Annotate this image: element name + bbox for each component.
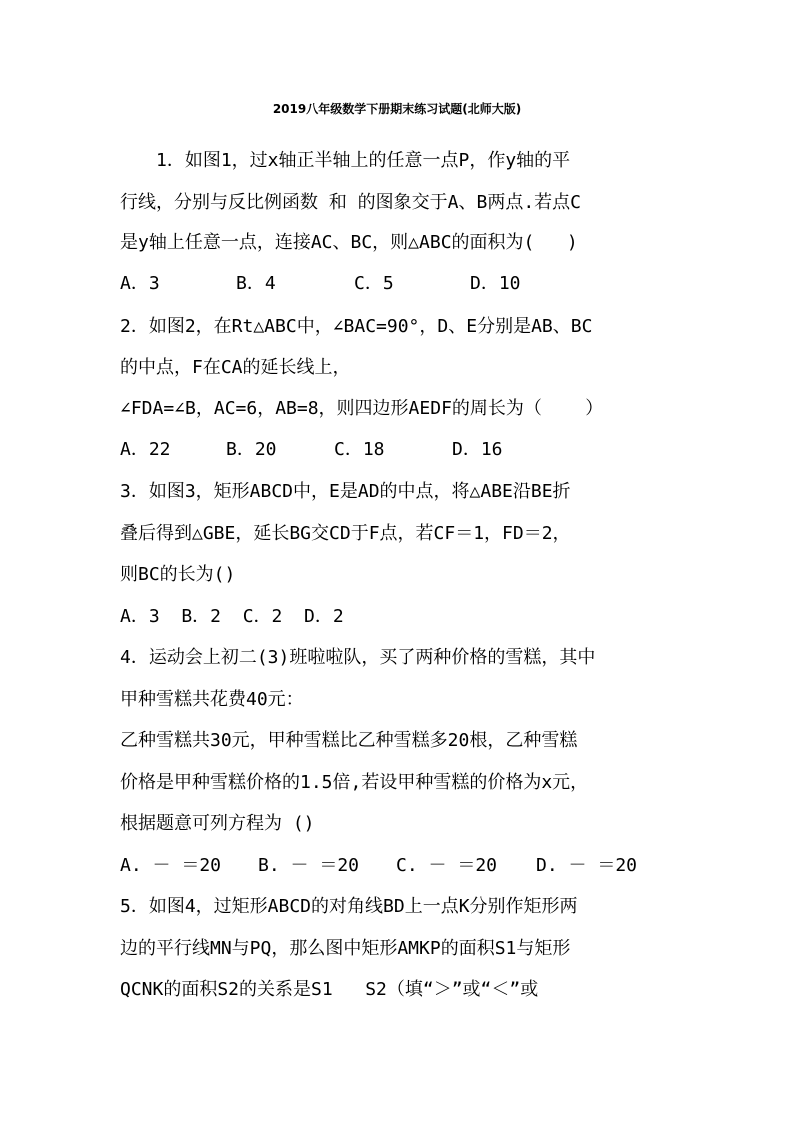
q4-option-a: A. － ＝20 bbox=[120, 855, 222, 876]
q1-line-2: 行线，分别与反比例函数 和 的图象交于A、B两点.若点C bbox=[120, 192, 582, 213]
q5-line-2: 边的平行线MN与PQ，那么图中矩形AMKP的面积S1与矩形 bbox=[120, 938, 571, 959]
q3-line-3: 则BC的长为() bbox=[120, 564, 236, 585]
q2-option-b: B．20 bbox=[226, 439, 277, 460]
q5-line-1: 5．如图4，过矩形ABCD的对角线BD上一点K分别作矩形两 bbox=[120, 896, 578, 917]
q2-option-c: C．18 bbox=[334, 439, 385, 460]
page-title: 2019八年级数学下册期末练习试题(北师大版) bbox=[272, 102, 522, 116]
q4-line-4: 价格是甲种雪糕价格的1.5倍,若设甲种雪糕的价格为x元， bbox=[120, 772, 589, 793]
q2-option-d: D．16 bbox=[452, 439, 503, 460]
q4-option-b: B. － ＝20 bbox=[258, 855, 360, 876]
q2-line-1: 2．如图2，在Rt△ABC中，∠BAC=90°，D、E分别是AB、BC bbox=[120, 316, 593, 337]
q5-line-3: QCNK的面积S2的关系是S1 S2（填“＞”或“＜”或 bbox=[120, 979, 539, 1000]
q3-options: A．3 B．2 C．2 D．2 bbox=[120, 606, 344, 627]
q1-option-a: A．3 bbox=[120, 273, 160, 294]
q4-line-1: 4．运动会上初二(3)班啦啦队，买了两种价格的雪糕，其中 bbox=[120, 647, 596, 668]
q3-line-2: 叠后得到△GBE，延长BG交CD于F点，若CF＝1，FD＝2， bbox=[120, 523, 571, 544]
q1-option-b: B．4 bbox=[236, 273, 276, 294]
q1-option-d: D．10 bbox=[470, 273, 521, 294]
q4-line-3: 乙种雪糕共30元，甲种雪糕比乙种雪糕多20根，乙种雪糕 bbox=[120, 730, 578, 751]
q1-line-1: 1．如图1，过x轴正半轴上的任意一点P，作y轴的平 bbox=[156, 150, 571, 171]
q2-line-2: 的中点，F在CA的延长线上， bbox=[120, 357, 351, 378]
q1-line-3: 是y轴上任意一点，连接AC、BC，则△ABC的面积为( ) bbox=[120, 232, 578, 253]
q4-line-5: 根据题意可列方程为 () bbox=[120, 813, 315, 834]
q4-line-2: 甲种雪糕共花费40元： bbox=[120, 689, 304, 710]
q1-option-c: C．5 bbox=[354, 273, 394, 294]
q4-option-c: C. － ＝20 bbox=[396, 855, 498, 876]
q2-option-a: A．22 bbox=[120, 439, 171, 460]
q3-line-1: 3．如图3，矩形ABCD中，E是AD的中点，将△ABE沿BE折 bbox=[120, 481, 571, 502]
q2-line-3: ∠FDA=∠B，AC=6，AB=8，则四边形AEDF的周长为（ ） bbox=[120, 398, 604, 419]
q4-option-d: D. － ＝20 bbox=[536, 855, 638, 876]
